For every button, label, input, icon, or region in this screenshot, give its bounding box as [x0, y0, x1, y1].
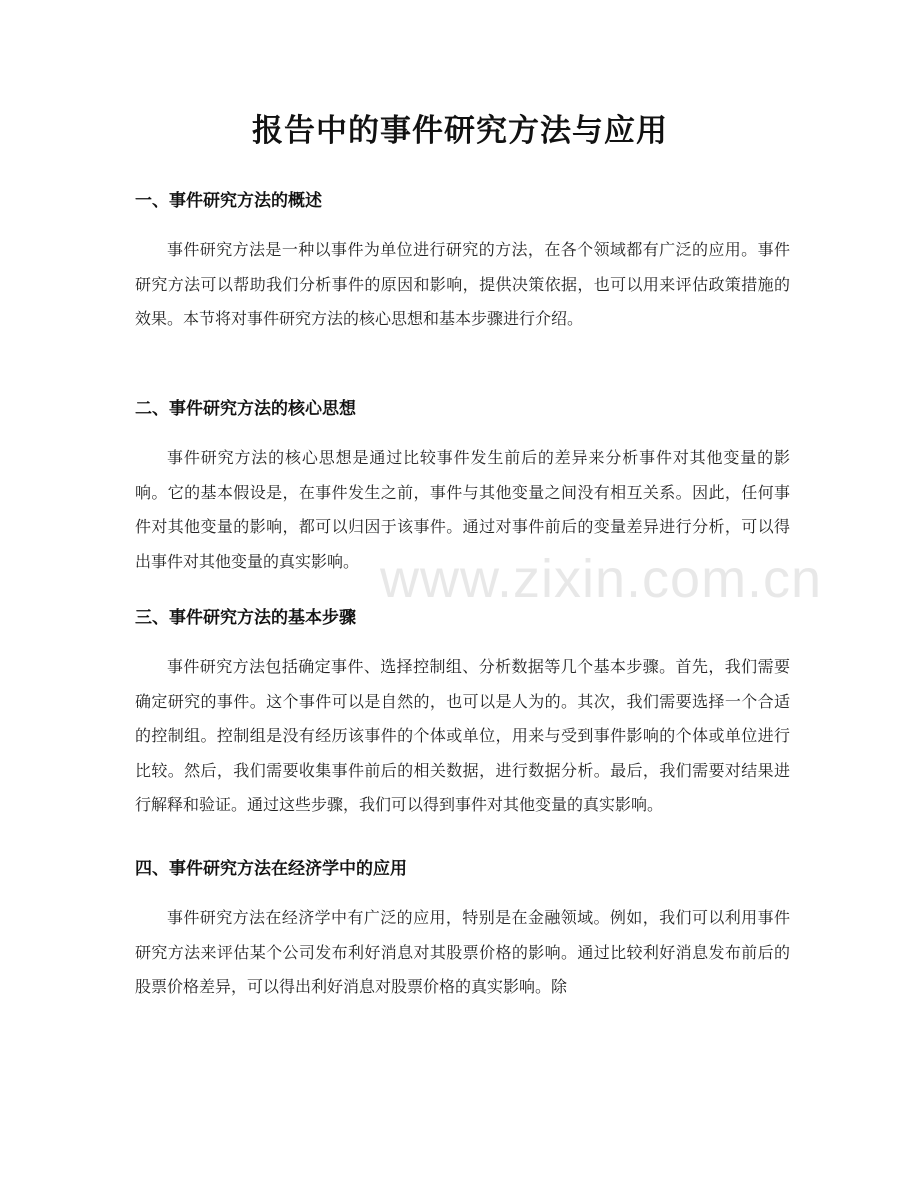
section-2 [135, 397, 790, 579]
watermark: www.zixin.com.cn [380, 549, 823, 609]
section-3 [135, 606, 790, 823]
document-title: 报告中的事件研究方法与应用 [252, 113, 668, 149]
section-paragraph: 事件研究方法是一种以事件为单位进行研究的方法，在各个领域都有广泛的应用。事件研究方法可以帮助我们分析事件的原因和影响，提供决策依据，也可以用来评估政策措施的效果。本节将对事件研究方法的核心思想和基本步骤进行介绍。 [135, 240, 790, 328]
section-paragraph: 事件研究方法包括确定事件、选择控制组、分析数据等几个基本步骤。首先，我们需要确定研究的事件。这个事件可以是自然的，也可以是人为的。其次，我们需要选择一个合适的控制组。控制组是没有经历该事件的个体或单位，用来与受到事件影响的个体或单位进行比较。然后，我们需要收集事件前后的相关数据，进行数据分析。最后，我们需要对结果进行解释和验证。通过这些步骤，我们可以得到事件对其他变量的真实影响。 [135, 657, 790, 814]
section-heading: 一、事件研究方法的概述 [135, 191, 322, 211]
section-1 [135, 189, 790, 337]
section-heading: 三、事件研究方法的基本步骤 [135, 608, 356, 628]
section-4 [135, 857, 790, 1005]
section-paragraph: 事件研究方法的核心思想是通过比较事件发生前后的差异来分析事件对其他变量的影响。它的基本假设是，在事件发生之前，事件与其他变量之间没有相互关系。因此，任何事件对其他变量的影响，都可以归因于该事件。通过对事件前后的变量差异进行分析，可以得出事件对其他变量的真实影响。 [135, 448, 790, 571]
section-heading: 二、事件研究方法的核心思想 [135, 399, 356, 419]
section-heading: 四、事件研究方法在经济学中的应用 [135, 859, 407, 879]
section-paragraph: 事件研究方法在经济学中有广泛的应用，特别是在金融领域。例如，我们可以利用事件研究方法来评估某个公司发布利好消息对其股票价格的影响。通过比较利好消息发布前后的股票价格差异，可以得出利好消息对股票价格的真实影响。除 [135, 908, 790, 996]
